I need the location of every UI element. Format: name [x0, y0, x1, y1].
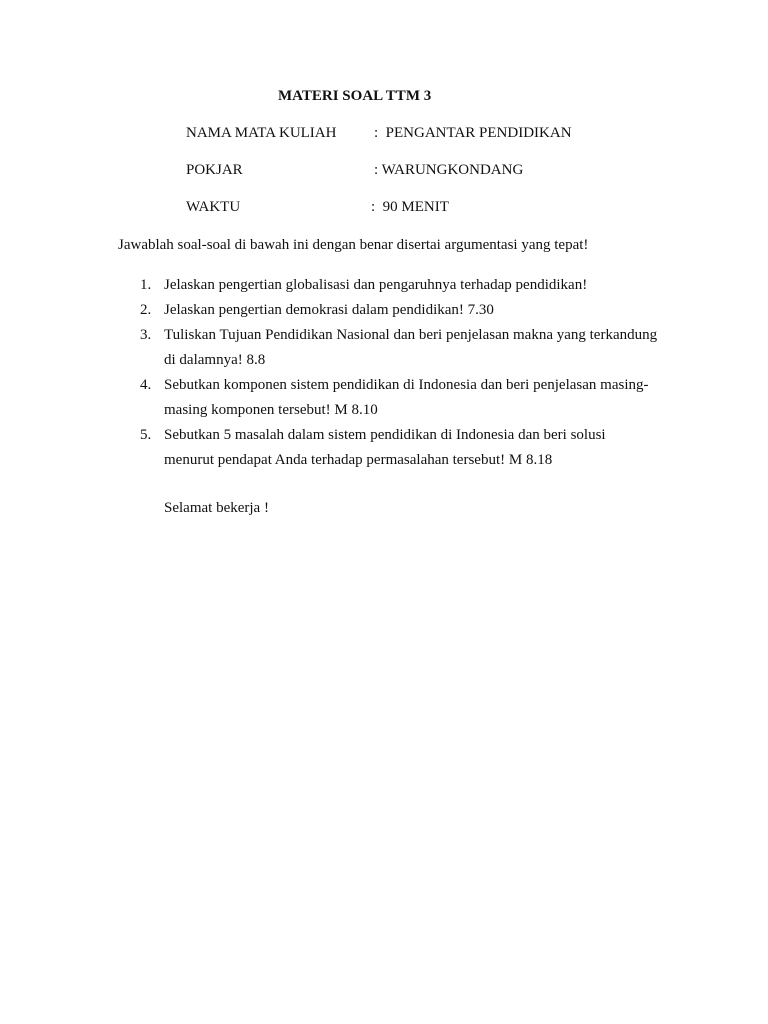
pokjar-value: : WARUNGKONDANG — [374, 162, 524, 178]
question-item — [118, 273, 698, 298]
question-text: Sebutkan komponen sistem pendidikan di Indonesia dan beri penjelasan masing- masing komponen tersebut! M 8.10 — [164, 377, 649, 418]
question-text: Jelaskan pengertian demokrasi dalam pendidikan! 7.30 — [164, 302, 494, 318]
time-label: WAKTU — [186, 199, 241, 215]
instruction-text: Jawablah soal-soal di bawah ini dengan benar disertai argumentasi yang tepat! — [118, 237, 589, 253]
question-item — [118, 423, 698, 473]
pokjar-label: POKJAR — [186, 162, 243, 178]
question-text: Jelaskan pengertian globalisasi dan pengaruhnya terhadap pendidikan! — [164, 277, 588, 293]
question-number: 4. — [140, 377, 152, 393]
question-item — [118, 373, 698, 423]
question-text: Sebutkan 5 masalah dalam sistem pendidikan di Indonesia dan beri solusi menurut pendapat Anda terhadap permasalahan tersebut! M 8.18 — [164, 427, 606, 468]
question-number: 1. — [140, 277, 152, 293]
question-number: 3. — [140, 327, 152, 343]
time-value: : 90 MENIT — [371, 199, 449, 215]
closing-text: Selamat bekerja ! — [164, 500, 269, 516]
page-title: MATERI SOAL TTM 3 — [278, 88, 432, 104]
question-number: 5. — [140, 427, 152, 443]
question-number: 2. — [140, 302, 152, 318]
question-item — [118, 298, 698, 323]
course-name-value: : PENGANTAR PENDIDIKAN — [374, 125, 572, 141]
question-item — [118, 323, 698, 373]
question-text: Tuliskan Tujuan Pendidikan Nasional dan beri penjelasan makna yang terkandung di dalamnya! 8.8 — [164, 327, 658, 368]
question-list — [118, 273, 698, 473]
course-name-label: NAMA MATA KULIAH — [186, 125, 337, 141]
